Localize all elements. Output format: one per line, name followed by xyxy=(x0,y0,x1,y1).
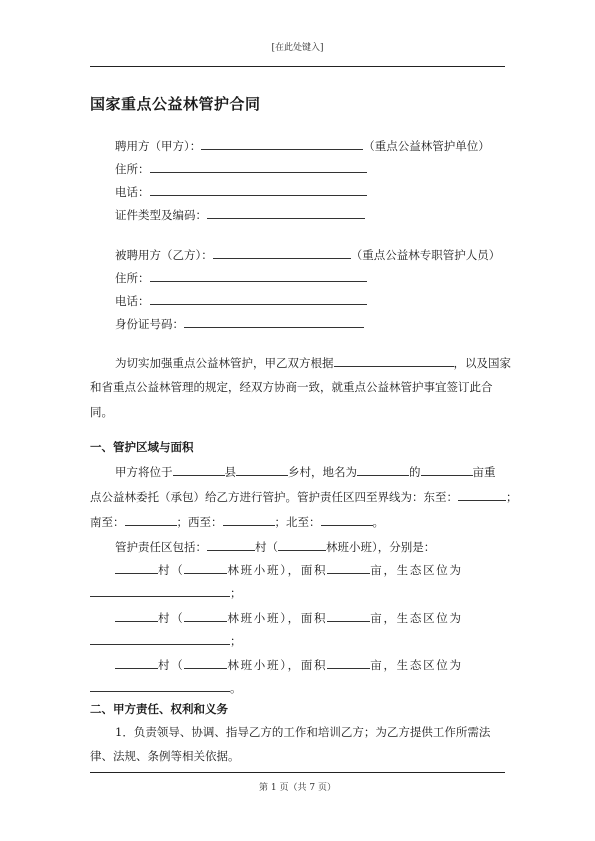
intro-text-1b: ，以及国家 xyxy=(453,356,511,370)
section-1-line-3 xyxy=(90,514,384,529)
row-3-compartment-blank[interactable] xyxy=(184,657,227,669)
row-3-area-label: 亩，生态区位为 xyxy=(370,658,463,672)
row-1-end: ； xyxy=(230,586,242,600)
west-label: ；西至： xyxy=(176,515,223,529)
party-a-id-line xyxy=(115,207,365,222)
s1-l2-text: 点公益林委托（承包）给乙方进行管护。管护责任区四至界线为：东至： xyxy=(90,490,458,504)
party-a-phone-line xyxy=(115,184,367,199)
party-a-phone-blank[interactable] xyxy=(150,184,367,196)
party-a-address-blank[interactable] xyxy=(150,161,367,173)
party-b-address-label: 住所： xyxy=(115,271,150,285)
north-boundary-blank[interactable] xyxy=(321,514,373,526)
section-1-line-4 xyxy=(115,539,435,554)
s1-p2-text-b: 村（ xyxy=(255,540,278,554)
south-label: 南至： xyxy=(90,515,125,529)
party-b-note: （重点公益林专职管护人员） xyxy=(350,248,501,262)
intro-text-1a: 为切实加强重点公益林管护，甲乙双方根据 xyxy=(115,356,334,370)
party-a-note: （重点公益林管护单位） xyxy=(363,139,490,153)
party-b-phone-blank[interactable] xyxy=(150,293,367,305)
area-blank[interactable] xyxy=(421,464,473,476)
row-2-end: ； xyxy=(230,634,242,648)
row-3-village-label: 村（ xyxy=(158,658,185,672)
section-1-line-1 xyxy=(115,464,496,479)
row-2-village-blank[interactable] xyxy=(115,610,158,622)
party-a-phone-label: 电话： xyxy=(115,185,150,199)
row-2-area-label: 亩，生态区位为 xyxy=(370,611,463,625)
row-1-village-label: 村（ xyxy=(158,563,185,577)
row-1-compartment-blank[interactable] xyxy=(184,562,227,574)
intro-line-1 xyxy=(115,355,511,370)
party-a-name-blank[interactable] xyxy=(201,138,363,150)
section-2-title: 二、甲方责任、权利和义务 xyxy=(90,702,228,716)
s1-l3-end: 。 xyxy=(372,515,384,529)
row-1-area-blank[interactable] xyxy=(327,562,370,574)
footer-rule xyxy=(90,772,505,773)
compartment-blank[interactable] xyxy=(278,539,326,551)
east-boundary-blank[interactable] xyxy=(458,489,506,501)
north-label: ；北至： xyxy=(274,515,321,529)
party-b-phone-label: 电话： xyxy=(115,294,150,308)
section-1-line-2 xyxy=(90,489,518,504)
party-b-id-line xyxy=(115,316,364,331)
row-1-village-blank[interactable] xyxy=(115,562,158,574)
township-blank[interactable] xyxy=(236,464,288,476)
s1-p2-text-c: 林班小班），分别是： xyxy=(326,540,436,554)
county-blank[interactable] xyxy=(173,464,225,476)
party-a-address-line xyxy=(115,161,367,176)
row-3-compartment-label: 林班小班），面积 xyxy=(227,658,328,672)
row-3-area-blank[interactable] xyxy=(327,657,370,669)
document-title: 国家重点公益林管护合同 xyxy=(90,95,261,113)
party-b-phone-line xyxy=(115,293,367,308)
party-b-address-blank[interactable] xyxy=(150,270,367,282)
party-a-line xyxy=(115,138,490,153)
row-2-area-blank[interactable] xyxy=(327,610,370,622)
row-1-compartment-label: 林班小班），面积 xyxy=(227,563,328,577)
page-footer: 第 1 页（共 7 页） xyxy=(259,783,336,793)
party-a-label: 聘用方（甲方）： xyxy=(115,139,202,153)
party-b-id-label: 身份证号码： xyxy=(115,317,184,331)
row-3-eco-blank[interactable] xyxy=(90,680,230,692)
section-2-line-1: 1．负责领导、协调、指导乙方的工作和培训乙方；为乙方提供工作所需法 xyxy=(115,725,491,739)
s1-text-d: 的 xyxy=(409,465,421,479)
west-boundary-blank[interactable] xyxy=(223,514,275,526)
row-2-compartment-blank[interactable] xyxy=(184,610,227,622)
south-boundary-blank[interactable] xyxy=(125,514,177,526)
row-2-compartment-label: 林班小班），面积 xyxy=(227,611,328,625)
party-b-name-blank[interactable] xyxy=(213,247,351,259)
plot-row-1-cont xyxy=(90,585,242,600)
party-b-line xyxy=(115,247,500,262)
row-1-eco-blank[interactable] xyxy=(90,585,230,597)
s1-p2-text-a: 管护责任区包括： xyxy=(115,540,207,554)
intro-line-2: 和省重点公益林管理的规定，经双方协商一致，就重点公益林管护事宜签订此合 xyxy=(90,380,493,394)
intro-line-3: 同。 xyxy=(90,405,113,419)
s1-l2-end: ； xyxy=(506,490,518,504)
plot-row-3-cont xyxy=(90,680,242,695)
s1-text-e: 亩重 xyxy=(472,465,496,479)
row-3-village-blank[interactable] xyxy=(115,657,158,669)
row-1-area-label: 亩，生态区位为 xyxy=(370,563,463,577)
section-2-line-2: 律、法规、条例等相关依据。 xyxy=(90,749,240,763)
row-2-eco-blank[interactable] xyxy=(90,633,230,645)
party-a-id-label: 证件类型及编码： xyxy=(115,208,207,222)
s1-text-a: 甲方将位于 xyxy=(115,465,173,479)
village-blank[interactable] xyxy=(207,539,255,551)
intro-basis-blank[interactable] xyxy=(334,355,454,367)
plot-row-2 xyxy=(115,610,463,625)
section-1-title: 一、管护区域与面积 xyxy=(90,440,194,454)
s1-text-b: 县 xyxy=(224,465,236,479)
s1-text-c: 乡村，地名为 xyxy=(288,465,357,479)
row-3-end: 。 xyxy=(230,681,242,695)
page-header: [在此处键入] xyxy=(271,43,324,53)
plot-row-2-cont xyxy=(90,633,242,648)
party-b-label: 被聘用方（乙方）： xyxy=(115,248,213,262)
header-rule xyxy=(90,66,505,67)
party-a-id-blank[interactable] xyxy=(207,207,365,219)
row-2-village-label: 村（ xyxy=(158,611,185,625)
party-a-address-label: 住所： xyxy=(115,162,150,176)
plot-row-3 xyxy=(115,657,463,672)
party-b-id-blank[interactable] xyxy=(184,316,364,328)
party-b-address-line xyxy=(115,270,367,285)
place-name-blank[interactable] xyxy=(357,464,409,476)
plot-row-1 xyxy=(115,562,463,577)
